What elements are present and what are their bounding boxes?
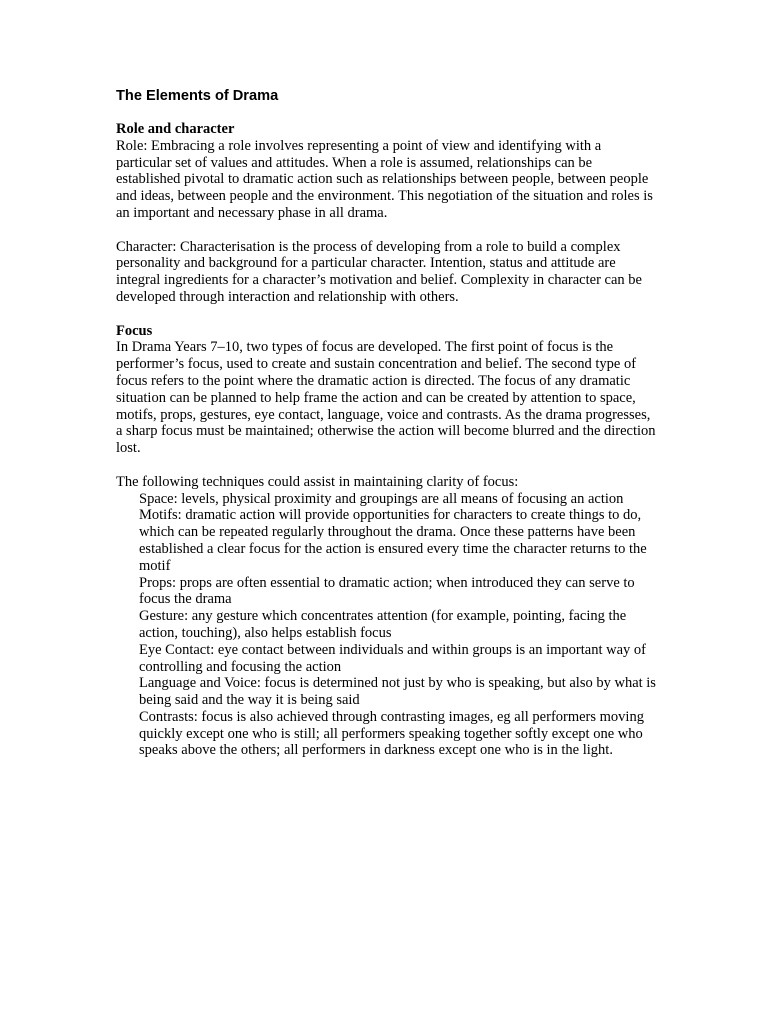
role-paragraph: Role: Embracing a role involves representing a point of view and identifying with a particular set of values and attitudes. When a role is assumed, relationships can be established pivotal to dramatic action such as relationships between people, between people and ideas, between people and the environment. This negotiation of the situation and roles is an important and necessary phase in all drama.: [116, 137, 653, 221]
technique-item-contrasts: Contrasts: focus is also achieved through contrasting images, eg all performers moving quickly except one who is still; all performers speaking together softly except one who speaks above the others; all performers in darkness except one who is in the light.: [139, 708, 644, 759]
techniques-intro: The following techniques could assist in maintaining clarity of focus:: [116, 473, 519, 490]
technique-item-props: Props: props are often essential to dramatic action; when introduced they can serve to focus the drama: [139, 574, 635, 608]
section-heading-role-and-character: Role and character: [116, 121, 235, 137]
technique-item-language-and-voice: Language and Voice: focus is determined not just by who is speaking, but also by what is being said and the way it is being said: [139, 675, 656, 709]
techniques-list: [116, 491, 656, 760]
technique-item-gesture: Gesture: any gesture which concentrates attention (for example, pointing, facing the action, touching), also helps establish focus: [139, 608, 627, 641]
technique-item-eye-contact: Eye Contact: eye contact between individuals and within groups is an important way of controlling and focusing the action: [139, 641, 646, 675]
character-paragraph: Character: Characterisation is the process of developing from a role to build a complex personality and background for a particular character. Intention, status and attitude are integral ingredients for a character’s motivation and belief. Complexity in character can be developed through interaction and relationship with others.: [116, 238, 642, 305]
technique-item-motifs: Motifs: dramatic action will provide opportunities for characters to create things to do, which can be repeated regularly throughout the drama. Once these patterns have been established a clear focus for the action is ensured every time the character returns to the motif: [139, 507, 647, 574]
technique-item-space: Space: levels, physical proximity and groupings are all means of focusing an action: [139, 490, 624, 507]
focus-paragraph: In Drama Years 7–10, two types of focus are developed. The first point of focus is the performer’s focus, used to create and sustain concentration and belief. The second type of focus refers to the point where the dramatic action is directed. The focus of any dramatic situation can be planned to help frame the action and can be created by attention to space, motifs, props, gestures, eye contact, language, voice and contrasts. As the drama progresses, a sharp focus must be maintained; otherwise the action will become blurred and the direction lost.: [116, 339, 656, 457]
document-body: [116, 88, 656, 759]
section-heading-focus: Focus: [116, 322, 153, 339]
document-title: The Elements of Drama: [116, 88, 279, 104]
